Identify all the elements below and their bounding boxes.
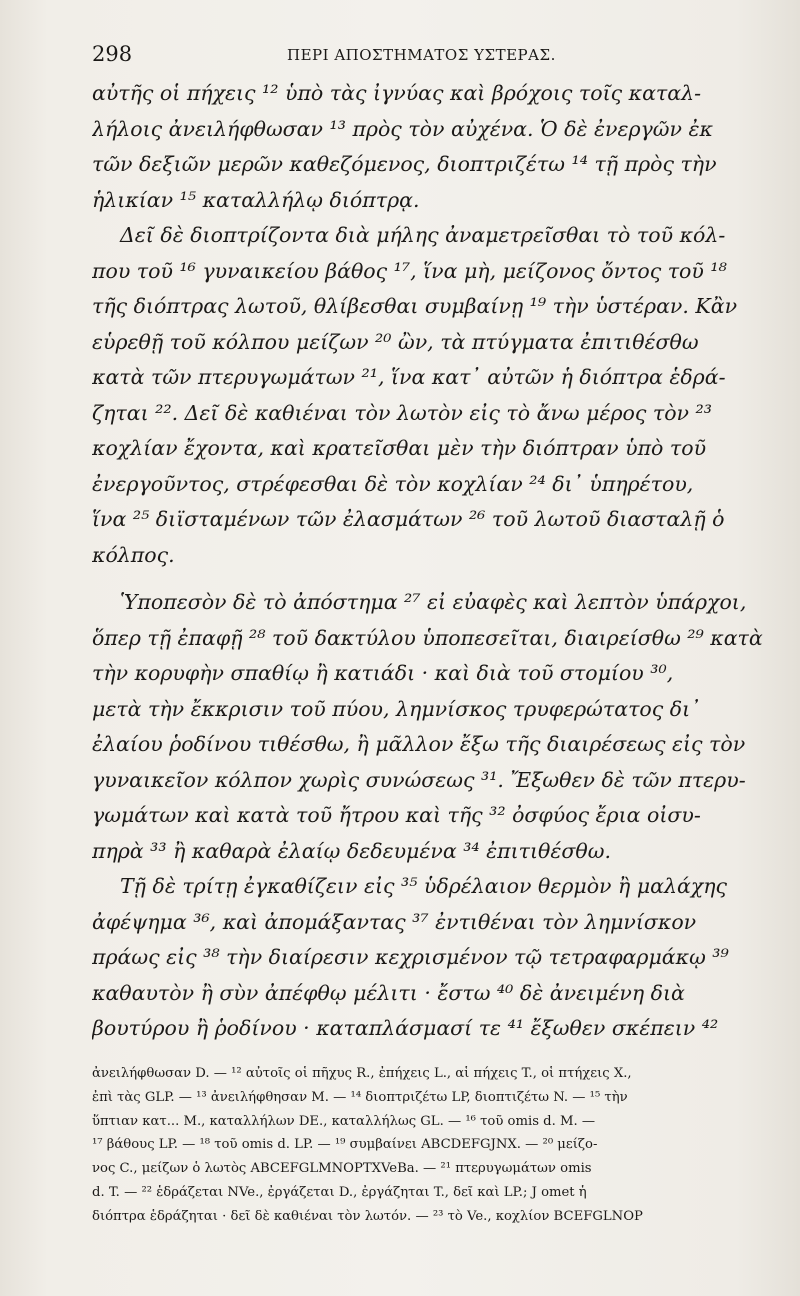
text-line: πηρὰ ³³ ἢ καθαρὰ ἐλαίῳ δεδευμένα ³⁴ ἐπιτιθέσθω. [92, 838, 611, 863]
text-line: εὑρεθῇ τοῦ κόλπου μείζων ²⁰ ὢν, τὰ πτύγματα ἐπιτιθέσθω [92, 329, 699, 354]
text-line: ἐλαίου ῥοδίνου τιθέσθω, ἢ μᾶλλον ἔξω τῆς διαιρέσεως εἰς τὸν [92, 732, 746, 756]
text-line: ζηται ²². Δεῖ δὲ καθιέναι τὸν λωτὸν εἰς τὸ ἄνω μέρος τὸν ²³ [92, 400, 712, 425]
text-line: τὴν κορυφὴν σπαθίῳ ἢ κατιάδι · καὶ διὰ τοῦ στομίου ³⁰, [92, 661, 674, 685]
text-line: κοχλίαν ἔχοντα, καὶ κρατεῖσθαι μὲν τὴν διόπτραν ὑπὸ τοῦ [92, 436, 707, 460]
footnote-line: ἐπὶ τὰς GLP. — ¹³ ἀνειλήφθησαν M. — ¹⁴ διοπτριζέτω LP, διοπτιζέτω N. — ¹⁵ τὴν [92, 1089, 628, 1105]
paragraph-start-line: Τῇ δὲ τρίτῃ ἐγκαθίζειν εἰς ³⁵ ὑδρέλαιον θερμὸν ἢ μαλάχης [120, 874, 728, 898]
text-line: αὐτῆς οἱ πήχεις ¹² ὑπὸ τὰς ἰγνύας καὶ βρόχοις τοῖς καταλ- [92, 81, 702, 105]
text-line: γυναικεῖον κόλπον χωρὶς συνώσεως ³¹. Ἔξωθεν δὲ τῶν πτερυ- [92, 767, 746, 792]
text-line: πράως εἰς ³⁸ τὴν διαίρεσιν κεχρισμένον τῷ τετραφαρμάκῳ ³⁹ [92, 945, 729, 969]
text-line: λήλοις ἀνειλήφθωσαν ¹³ πρὸς τὸν αὐχένα. Ὁ δὲ ἐνεργῶν ἐκ [92, 116, 713, 141]
text-line: που τοῦ ¹⁶ γυναικείου βάθος ¹⁷, ἵνα μὴ, μείζονος ὄντος τοῦ ¹⁸ [92, 258, 727, 283]
text-line: ἐνεργοῦντος, στρέφεσθαι δὲ τὸν κοχλίαν ²⁴ δι᾽ ὑπηρέτου, [92, 471, 694, 496]
text-line: καθαυτὸν ἢ σὺν ἀπέφθῳ μέλιτι · ἔστω ⁴⁰ δὲ ἀνειμένη διὰ [92, 980, 685, 1005]
page-number: 298 [92, 42, 133, 66]
footnote-line: διόπτρα ἑδράζηται · δεῖ δὲ καθιέναι τὸν λωτόν. — ²³ τὸ Ve., κοχλίον BCEFGLNOP [92, 1208, 643, 1224]
footnote-line: νος C., μείζων ὁ λωτὸς ABCEFGLMNOPTXVeBa. — ²¹ πτερυγωμάτων omis [92, 1161, 592, 1177]
text-line: ἵνα ²⁵ διϊσταμένων τῶν ἐλασμάτων ²⁶ τοῦ λωτοῦ διασταλῇ ὁ [92, 507, 725, 531]
text-line: μετὰ τὴν ἔκκρισιν τοῦ πύου, λημνίσκος τρυφερώτατος δι᾽ [92, 696, 701, 721]
text-line: γωμάτων καὶ κατὰ τοῦ ἤτρου καὶ τῆς ³² ὀσφύος ἔρια οἰσυ- [92, 803, 701, 827]
text-line: τῶν δεξιῶν μερῶν καθεζόμενος, διοπτριζέτω ¹⁴ τῇ πρὸς τὴν [92, 152, 717, 176]
text-line: τῆς διόπτρας λωτοῦ, θλίβεσθαι συμβαίνῃ ¹⁹ τὴν ὑστέραν. Κἂν [92, 294, 738, 318]
text-line: ἀφέψημα ³⁶, καὶ ἀπομάξαντας ³⁷ ἐντιθέναι τὸν λημνίσκον [92, 909, 697, 934]
text-line: κατὰ τῶν πτερυγωμάτων ²¹, ἵνα κατ᾽ αὐτῶν ἡ διόπτρα ἑδρά- [92, 365, 726, 389]
footnote-line: d. T. — ²² ἑδράζεται NVe., ἐργάζεται D., ἐργάζηται T., δεῖ καὶ LP.; J omet ἡ [92, 1184, 587, 1200]
text-line: ἡλικίαν ¹⁵ καταλλήλῳ διόπτρᾳ. [92, 187, 420, 212]
text-line: κόλπος. [92, 542, 175, 567]
footnote-line: ¹⁷ βάθους LP. — ¹⁸ τοῦ omis d. LP. — ¹⁹ συμβαίνει ABCDEFGJNX. — ²⁰ μείζο- [92, 1137, 598, 1153]
footnotes [92, 1062, 784, 1229]
paragraph-start-line: Ὑποπεσὸν δὲ τὸ ἀπόστημα ²⁷ εἰ εὐαφὲς καὶ λεπτὸν ὑπάρχοι, [120, 590, 747, 614]
footnote-line: ὕπτιαν κατ... M., καταλλήλων DE., καταλλήλως GL. — ¹⁶ τοῦ omis d. M. — [92, 1113, 596, 1129]
page-header [92, 42, 782, 72]
text-line: βουτύρου ἢ ῥοδίνου · καταπλάσμασί τε ⁴¹ ἔξωθεν σκέπειν ⁴² [92, 1016, 719, 1040]
paragraph-start-line: Δεῖ δὲ διοπτρίζοντα διὰ μήλης ἀναμετρεῖσθαι τὸ τοῦ κόλ- [120, 223, 726, 247]
running-title: ΠΕΡΙ ΑΠΟΣΤΗΜΑΤΟΣ ΥΣΤΕΡΑΣ. [287, 46, 556, 64]
footnote-line: ἀνειλήφθωσαν D. — ¹² αὐτοῖς οἱ πῆχυς R., ἐπήχεις L., αἱ πήχεις T., οἱ πτήχεις X., [92, 1066, 632, 1081]
text-line: ὅπερ τῇ ἐπαφῇ ²⁸ τοῦ δακτύλου ὑποπεσεῖται, διαιρείσθω ²⁹ κατὰ [92, 625, 763, 650]
main-text [92, 76, 784, 1047]
